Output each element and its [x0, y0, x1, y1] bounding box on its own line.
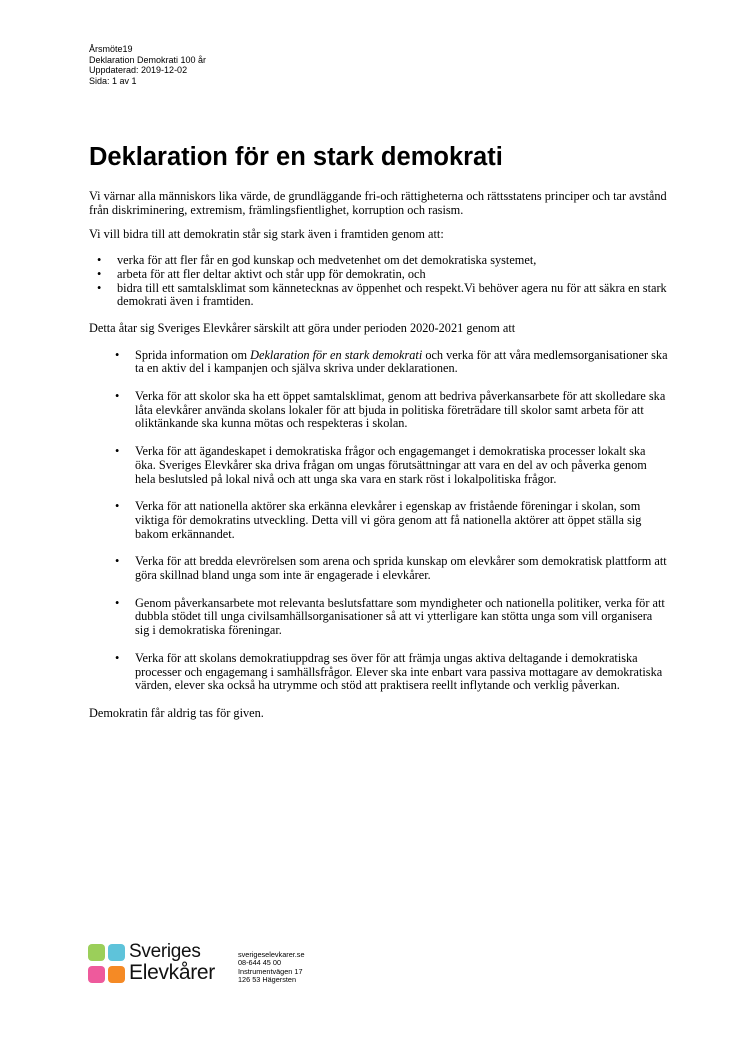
bullet-icon: • — [115, 347, 120, 362]
goal-text: arbeta för att fler deltar aktivt och står upp för demokratin, och — [117, 266, 426, 281]
intro-paragraph: Vi värnar alla människors lika värde, de grundläggande fri-och rättigheterna och rättsstatens principer och tar avstånd från diskriminering, extremism, främlingsfientlighet, korruption och rasism. — [89, 189, 667, 217]
meta-page: Sida: 1 av 1 — [89, 75, 137, 86]
lead-paragraph: Vi vill bidra till att demokratin står sig stark även i framtiden genom att: — [89, 227, 444, 242]
action-text: Verka för att ägandeskapet i demokratiska frågor och engagemanget i demokratiska processer lokalt ska öka. Sveriges Elevkårer ska driva frågan om ungas förutsättningar att vara en del av och påverka genom hela beslutsled på lokal nivå och att unga ska vara en stark röst i lokalpolitiska frågor. — [135, 444, 647, 486]
list-item — [115, 499, 669, 541]
action-text: Verka för att skolor ska ha ett öppet samtalsklimat, genom att bedriva påverkansarbete för att skolledare ska låta elevkårer använda skolans lokaler för att bjuda in politiska företrädare till skolor samt arbeta för att oliktänkande ska kunna mötas och respekteras i skolan. — [135, 389, 666, 431]
logo-square-green-icon — [88, 944, 105, 961]
meta-document-name: Deklaration Demokrati 100 år — [89, 54, 207, 65]
declaration-title-italic: Deklaration för en stark demokrati — [250, 347, 423, 362]
logo-square-blue-icon — [108, 944, 125, 961]
bullet-icon: • — [115, 499, 120, 514]
contact-info — [238, 951, 305, 984]
meta-updated: Uppdaterad: 2019-12-02 — [89, 65, 188, 75]
document-meta — [89, 44, 206, 86]
list-item — [97, 253, 669, 268]
list-item — [115, 444, 669, 486]
logo-word-sveriges: Sveriges — [129, 941, 201, 962]
action-text: Genom påverkansarbete mot relevanta beslutsfattare som myndigheter och nationella politiker, verka för att dubbla stödet till unga civilsamhällsorganisationer så att vi ytterligare kan stötta unga som vill organisera sig i demokratiska föreningar. — [135, 595, 665, 638]
list-item — [97, 280, 669, 309]
contact-city: 126 53 Hägersten — [238, 974, 297, 984]
organization-logo — [88, 941, 223, 986]
meta-meeting: Årsmöte19 — [89, 44, 133, 54]
bullet-icon: • — [97, 266, 102, 281]
goals-list — [89, 254, 669, 309]
action-text: Verka för att bredda elevrörelsen som arena och sprida kunskap om elevkårer som demokratisk plattform att göra skillnad bland unga som inte är engagerade i elevkårer. — [135, 554, 667, 583]
actions-list — [89, 349, 669, 693]
logo-square-pink-icon — [88, 966, 105, 983]
list-item — [115, 347, 669, 376]
contact-phone: 08-644 45 00 — [238, 958, 282, 968]
list-item — [115, 595, 669, 638]
bullet-icon: • — [97, 280, 102, 295]
bullet-icon: • — [115, 554, 120, 569]
commitment-paragraph: Detta åtar sig Sveriges Elevkårer särskilt att göra under perioden 2020-2021 genom att — [89, 320, 516, 335]
closing-paragraph: Demokratin får aldrig tas för given. — [89, 705, 264, 720]
bullet-icon: • — [115, 444, 120, 459]
action-text: Verka för att skolans demokratiuppdrag ses över för att främja ungas aktiva deltagande i demokratiska processer och engagemang i samhällsfrågor. Elever ska inte enbart vara passiva mottagare av demokratiska värden, elever ska också ha utrymme och stöd att praktisera reellt inflytande och verklig påverkan. — [135, 650, 663, 693]
action-text-start: Sprida information om — [135, 347, 251, 362]
document-body — [89, 190, 669, 721]
bullet-icon: • — [115, 389, 120, 404]
bullet-icon: • — [115, 650, 120, 665]
action-text-end: och verka för att våra medlemsorganisationer ska ta en aktiv del i kampanjen och själva skriva under deklarationen. — [135, 347, 668, 376]
goal-text: verka för att fler får en god kunskap och medvetenhet om det demokratiska systemet, — [117, 253, 537, 268]
bullet-icon: • — [115, 595, 120, 610]
list-item — [115, 554, 669, 583]
logo-square-orange-icon — [108, 966, 125, 983]
contact-website: sverigeselevkarer.se — [238, 950, 305, 959]
list-item — [115, 389, 669, 431]
contact-street: Instrumentvägen 17 — [238, 966, 303, 976]
list-item — [115, 650, 669, 693]
action-text: Verka för att nationella aktörer ska erkänna elevkårer i egenskap av fristående föreningar i skolan, som viktiga för demokratins utveckling. Detta vill vi göra genom att få nationella aktörer att öppet ställa sig bakom erkännandet. — [135, 499, 642, 541]
logo-word-elevkarer: Elevkårer — [129, 961, 215, 984]
bullet-icon: • — [97, 253, 102, 268]
list-item — [97, 266, 669, 282]
page-title: Deklaration för en stark demokrati — [89, 143, 503, 171]
goal-text: bidra till ett samtalsklimat som kännetecknas av öppenhet och respekt.Vi behöver agera nu för att säkra en stark demokrati även i framtiden. — [117, 280, 667, 309]
